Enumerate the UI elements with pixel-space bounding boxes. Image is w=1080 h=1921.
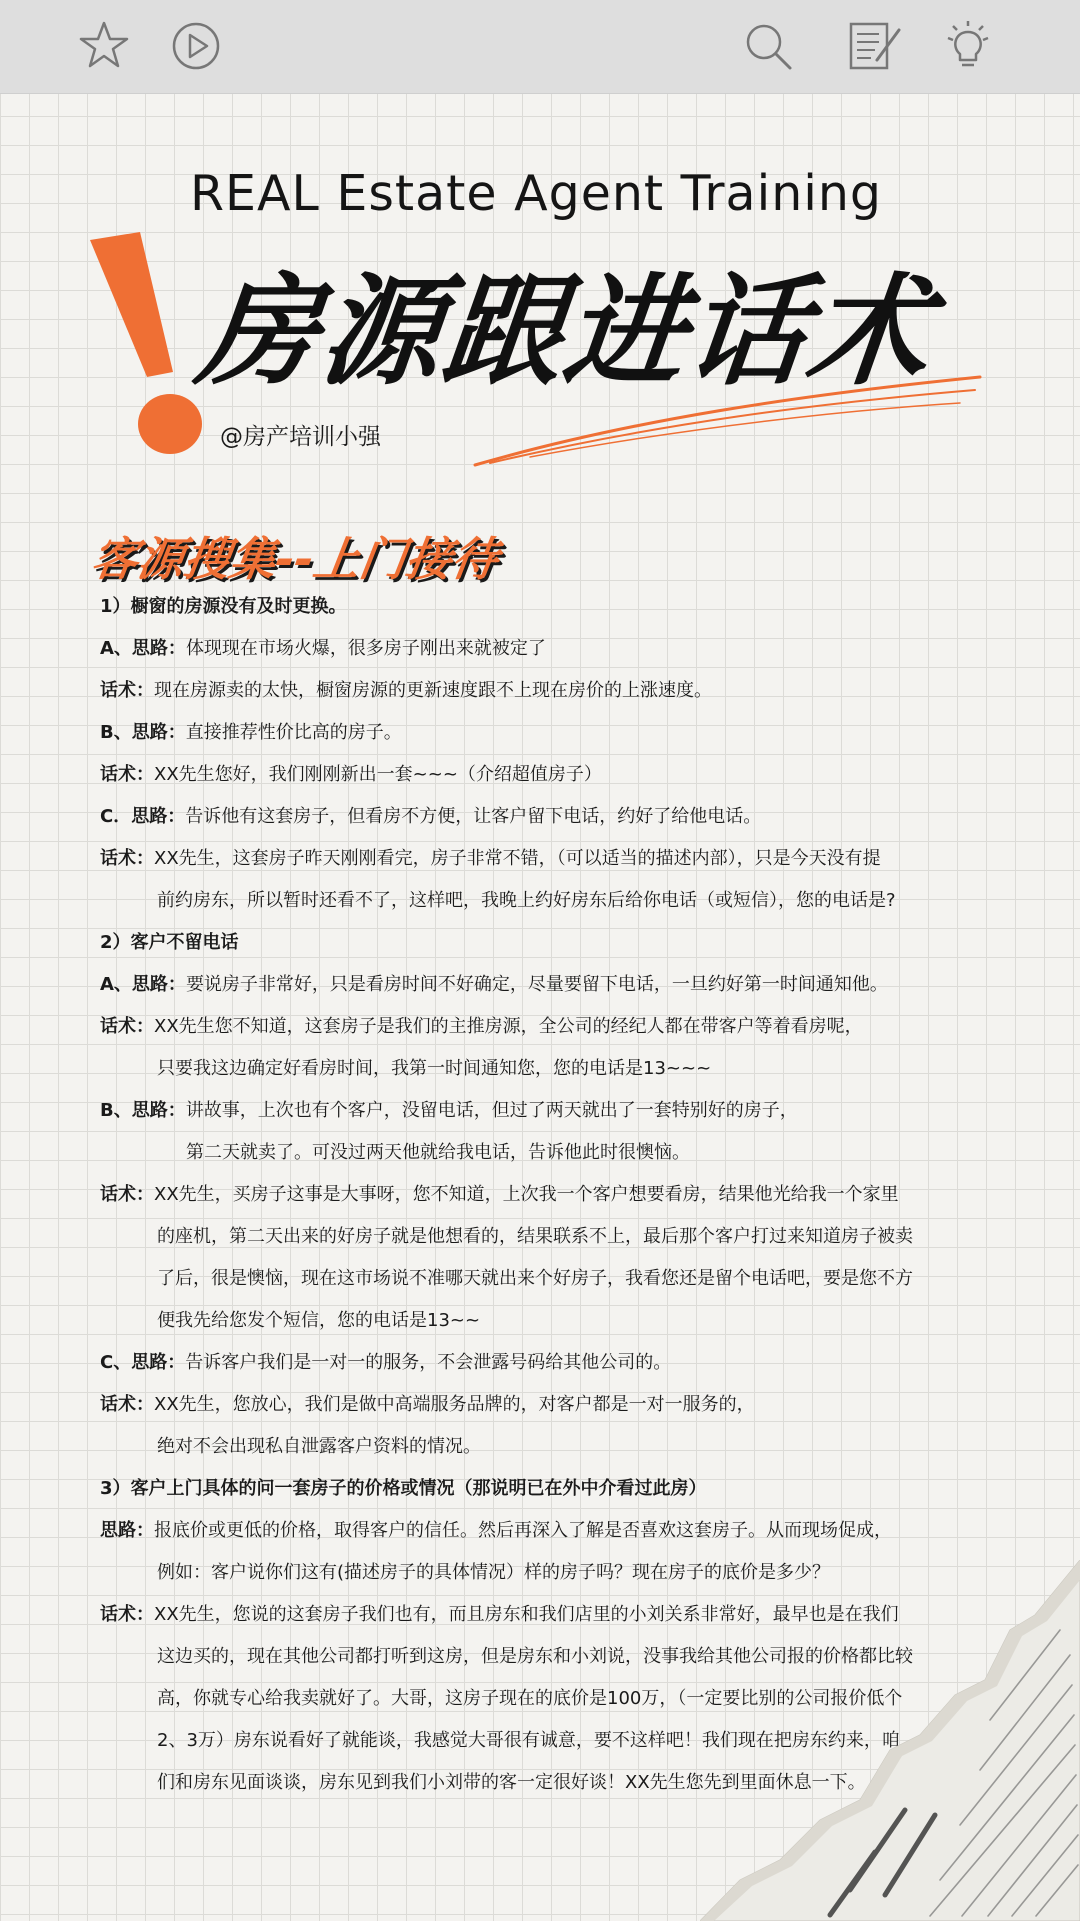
question-heading-2: 2）客户不留电话 (100, 932, 239, 953)
text-line-continued: 只要我这边确定好看房时间，我第一时间通知您，您的电话是13~~~ (157, 1058, 712, 1079)
text-line-continued: 前约房东，所以暂时还看不了，这样吧，我晚上约好房东后给你电话（或短信），您的电话是? (157, 890, 896, 911)
line-text: 讲故事，上次也有个客户，没留电话，但过了两天就出了一套特别好的房子， (185, 1100, 798, 1121)
line-text: XX先生您不知道，这套房子是我们的主推房源，全公司的经纪人都在带客户等着看房呢， (154, 1016, 863, 1037)
line-text: 直接推荐性价比高的房子。 (185, 722, 402, 743)
line-label: 话术： (100, 1016, 154, 1037)
text-line (100, 712, 980, 754)
text-line-continued: 例如：客户说你们这有(描述房子的具体情况）样的房子吗？现在房子的底价是多少？ (157, 1562, 831, 1583)
line-text: XX先生您好，我们刚刚新出一套~~~（介绍超值房子） (154, 764, 602, 785)
line-label: 话术： (100, 680, 154, 701)
line-label: A、思路： (100, 638, 186, 659)
search-icon[interactable] (740, 18, 796, 74)
text-line (100, 1384, 980, 1426)
play-icon[interactable] (168, 18, 224, 74)
line-text: XX先生，您说的这套房子我们也有，而且房东和我们店里的小刘关系非常好，最早也是在我们 (154, 1604, 899, 1625)
line-label: A、思路： (100, 974, 186, 995)
text-line-continued: 高，你就专心给我卖就好了。大哥，这房子现在的底价是100万，（一定要比别的公司报价低个 (157, 1688, 903, 1709)
line-label: 话术： (100, 764, 154, 785)
text-line (100, 1090, 980, 1132)
english-title: REAL Estate Agent Training (190, 165, 883, 222)
line-label: B、思路： (100, 1100, 186, 1121)
line-text: 告诉客户我们是一对一的服务，不会泄露号码给其他公司的。 (185, 1352, 672, 1373)
text-line (100, 964, 980, 1006)
text-line (100, 1006, 980, 1048)
text-line (100, 796, 980, 838)
line-text: 体现现在市场火爆，很多房子刚出来就被定了 (185, 638, 546, 659)
text-line-continued: 的座机，第二天出来的好房子就是他想看的，结果联系不上，最后那个客户打过来知道房子被卖 (157, 1226, 913, 1247)
line-label: 话术： (100, 1604, 154, 1625)
line-label: 话术： (100, 1184, 154, 1205)
text-line-continued: 们和房东见面谈谈，房东见到我们小刘带的客一定很好谈！XX先生您先到里面休息一下。 (157, 1772, 866, 1793)
text-line (100, 628, 980, 670)
question-heading-3: 3）客户上门具体的问一套房子的价格或情况（那说明已在外中介看过此房） (100, 1478, 707, 1499)
line-text: XX先生，您放心，我们是做中高端服务品牌的，对客户都是一对一服务的， (154, 1394, 755, 1415)
line-label: 话术： (100, 848, 154, 869)
author-handle: @房产培训小强 (220, 424, 381, 450)
question-heading-1: 1）橱窗的房源没有及时更换。 (100, 596, 347, 617)
text-line-continued: 便我先给您发个短信，您的电话是13~~ (157, 1310, 481, 1331)
line-text: XX先生，买房子这事是大事呀，您不知道，上次我一个客户想要看房，结果他光给我一个家里 (154, 1184, 899, 1205)
text-line-continued: 了后，很是懊恼，现在这市场说不准哪天就出来个好房子，我看您还是留个电话吧，要是您不方 (157, 1268, 913, 1289)
line-text: 告诉他有这套房子，但看房不方便，让客户留下电话，约好了给他电话。 (185, 806, 762, 827)
text-line-continued: 2、3万）房东说看好了就能谈，我感觉大哥很有诚意，要不这样吧！我们现在把房东约来，咱 (157, 1730, 900, 1751)
text-line (100, 1510, 980, 1552)
text-line (100, 670, 980, 712)
line-text: 报底价或更低的价格，取得客户的信任。然后再深入了解是否喜欢这套房子。从而现场促成， (154, 1520, 892, 1541)
text-line (100, 1174, 980, 1216)
torn-newspaper-decoration (700, 1560, 1080, 1921)
line-label: C．思路： (100, 806, 186, 827)
lightbulb-icon[interactable] (940, 18, 996, 74)
line-label: B、思路： (100, 722, 186, 743)
text-line-continued: 第二天就卖了。可没过两天他就给我电话，告诉他此时很懊恼。 (186, 1142, 690, 1163)
chinese-title: 房源跟进话术 (191, 263, 939, 402)
text-line (100, 754, 980, 796)
line-label: 思路： (100, 1520, 154, 1541)
section-title: 客源搜集--上门接待 (87, 532, 502, 586)
brush-stroke-decoration (470, 365, 990, 475)
exclamation-icon (85, 232, 215, 462)
text-line (100, 1342, 980, 1384)
line-text: 现在房源卖的太快，橱窗房源的更新速度跟不上现在房价的上涨速度。 (154, 680, 712, 701)
text-line-continued: 这边买的，现在其他公司都打听到这房，但是房东和小刘说，没事我给其他公司报的价格都比较 (157, 1646, 913, 1667)
line-label: C、思路： (100, 1352, 186, 1373)
text-line (100, 838, 980, 880)
line-label: 话术： (100, 1394, 154, 1415)
text-line-continued: 绝对不会出现私自泄露客户资料的情况。 (157, 1436, 481, 1457)
star-icon[interactable] (76, 18, 132, 74)
notepad-icon[interactable] (847, 18, 903, 74)
line-text: 要说房子非常好，只是看房时间不好确定，尽量要留下电话，一旦约好第一时间通知他。 (185, 974, 888, 995)
top-toolbar (0, 0, 1080, 94)
line-text: XX先生，这套房子昨天刚刚看完，房子非常不错，（可以适当的描述内部），只是今天没有提 (154, 848, 881, 869)
